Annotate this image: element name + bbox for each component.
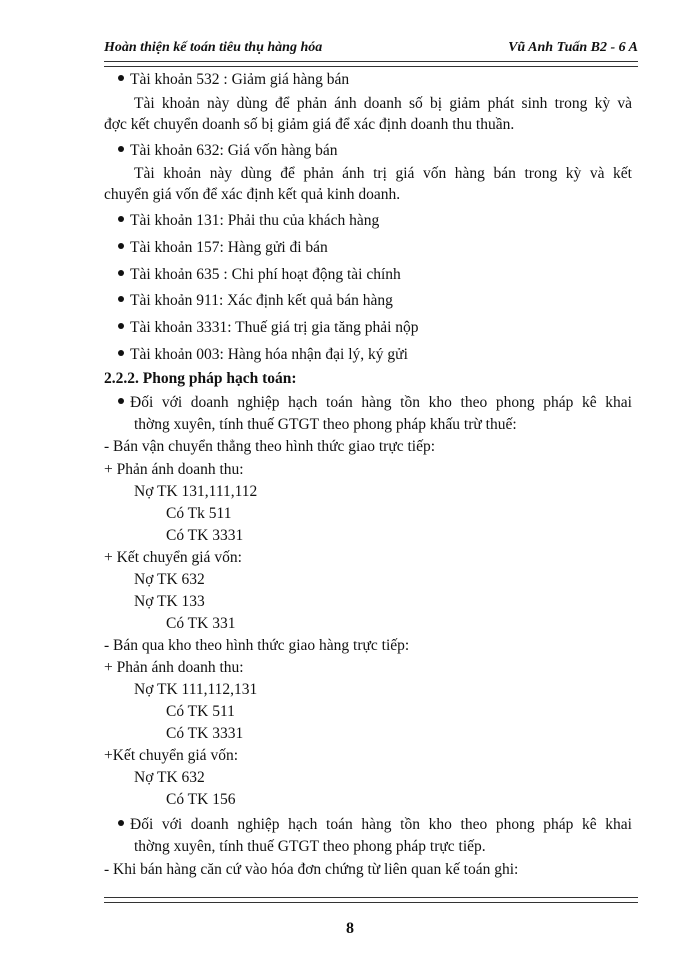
running-header (104, 40, 638, 60)
bullet-account-131: Tài khoản 131: Phải thu của khách hàng (118, 211, 379, 231)
bullet-paragraph-line: Đối với doanh nghiệp hạch toán hàng tồn kho theo phong pháp kê khai (118, 815, 632, 835)
credit-entry: Có TK 3331 (166, 725, 244, 742)
header-rule (104, 61, 638, 67)
bullet-account-157: Tài khoản 157: Hàng gửi đi bán (118, 238, 328, 258)
paragraph-line: thờng xuyên, tính thuế GTGT theo phong pháp khấu trừ thuế: (134, 416, 517, 433)
paragraph-line: Tài khoản này dùng để phản ánh trị giá vốn hàng bán trong kỳ và kết (134, 165, 632, 182)
dash-item: - Bán vận chuyển thẳng theo hình thức giao trực tiếp: (104, 438, 436, 455)
section-heading: 2.2.2. Phong pháp hạch toán: (104, 370, 297, 387)
footer-rule (104, 897, 638, 903)
header-author: Vũ Anh Tuấn B2 - 6 A (508, 40, 638, 55)
paragraph-line: chuyển giá vốn để xác định kết quả kinh doanh. (104, 186, 401, 203)
debit-entry: Nợ TK 632 (134, 769, 205, 786)
credit-entry: Có TK 331 (166, 615, 236, 632)
dash-item: - Khi bán hàng căn cứ vào hóa đơn chứng từ liên quan kế toán ghi: (104, 861, 519, 878)
credit-entry: Có TK 511 (166, 703, 235, 720)
bullet-account-632: Tài khoản 632: Giá vốn hàng bán (118, 141, 337, 161)
bullet-paragraph-line: Đối với doanh nghiệp hạch toán hàng tồn kho theo phong pháp kê khai (118, 393, 632, 413)
plus-item: + Kết chuyển giá vốn: (104, 549, 242, 566)
paragraph-line: đợc kết chuyển doanh số bị giảm giá để xác định doanh thu thuần. (104, 116, 515, 133)
bullet-account-911: Tài khoản 911: Xác định kết quả bán hàng (118, 291, 393, 311)
bullet-account-635: Tài khoản 635 : Chi phí hoạt động tài chính (118, 265, 401, 285)
plus-item: + Phản ánh doanh thu: (104, 659, 244, 676)
credit-entry: Có TK 3331 (166, 527, 244, 544)
debit-entry: Nợ TK 111,112,131 (134, 681, 258, 698)
debit-entry: Nợ TK 632 (134, 571, 205, 588)
plus-item: +Kết chuyển giá vốn: (104, 747, 238, 764)
debit-entry: Nợ TK 133 (134, 593, 205, 610)
bullet-account-532: Tài khoản 532 : Giảm giá hàng bán (118, 70, 349, 90)
bullet-account-003: Tài khoản 003: Hàng hóa nhận đại lý, ký gửi (118, 345, 408, 365)
credit-entry: Có Tk 511 (166, 505, 232, 522)
paragraph-line: Tài khoản này dùng để phản ánh doanh số bị giảm phát sinh trong kỳ và (134, 95, 632, 112)
credit-entry: Có TK 156 (166, 791, 236, 808)
paragraph-line: thờng xuyên, tính thuế GTGT theo phong pháp trực tiếp. (134, 838, 486, 855)
dash-item: - Bán qua kho theo hình thức giao hàng trực tiếp: (104, 637, 410, 654)
bullet-account-3331: Tài khoản 3331: Thuế giá trị gia tăng phải nộp (118, 318, 419, 338)
plus-item: + Phản ánh doanh thu: (104, 461, 244, 478)
header-title: Hoàn thiện kế toán tiêu thụ hàng hóa (104, 40, 323, 55)
page-number: 8 (346, 920, 354, 937)
debit-entry: Nợ TK 131,111,112 (134, 483, 258, 500)
